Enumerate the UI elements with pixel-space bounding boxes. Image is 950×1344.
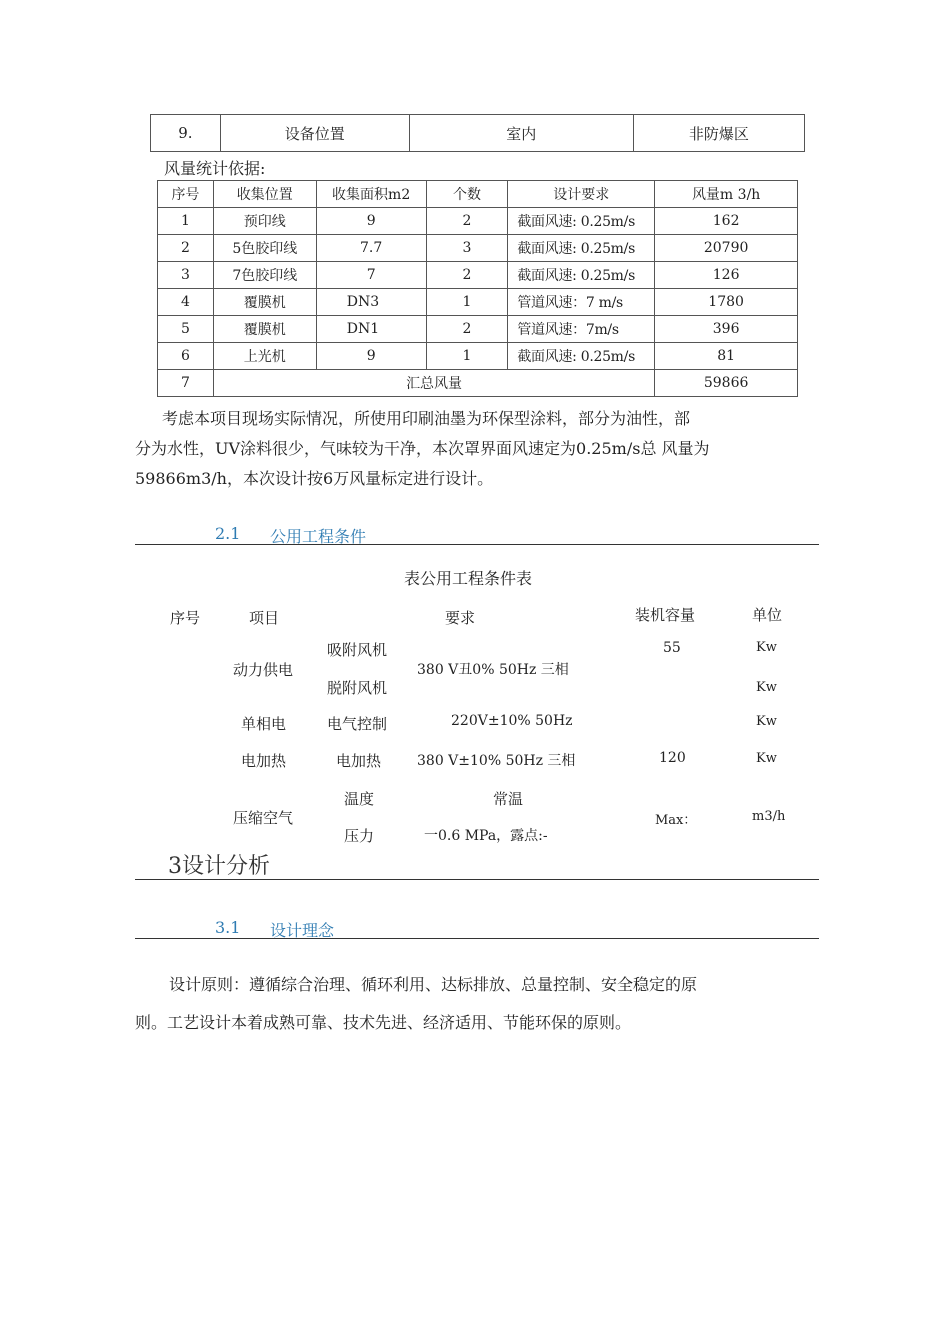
header-cell: 个数 [426,181,508,208]
table-row [151,115,805,152]
table-cell: Max： [655,813,697,828]
total-label: 汇总风量 [213,370,654,397]
header-cell: 设计要求 [508,181,655,208]
table-cell: 电加热 [241,752,287,770]
section-title: 设计理念 [270,921,335,940]
table-cell: 压力 [344,827,375,845]
table-cell: 20790 [655,235,798,262]
table-cell: 162 [655,208,798,235]
table-cell: 截面风速: 0.25m/s [508,208,655,235]
table-cell: 管道风速：7m/s [508,316,655,343]
table-cell: 截面风速: 0.25m/s [508,343,655,370]
header-cell: 单位 [752,606,783,624]
table-cell: 1 [158,208,214,235]
section-number: 2.1 [215,524,241,543]
header-cell: 收集面积m2 [316,181,426,208]
table-cell: 电加热 [336,752,382,770]
table-cell: 管道风速：7 m/s [508,289,655,316]
table-cell: 7色胶印线 [213,262,316,289]
table-cell: Kw [756,751,777,766]
paragraph-line: 分为水性，UV涂料很少，气味较为干净，本次罩界面风速定为0.25m/s总 风量为 [135,439,710,458]
header-cell: 序号 [170,609,201,627]
table-cell: 脱附风机 [327,679,388,697]
paragraph [135,966,805,1042]
header-cell: 要求 [445,609,476,627]
table-cell: 2 [426,316,508,343]
table-cell: 3 [426,235,508,262]
table-cell: 1 [426,343,508,370]
table-cell: 截面风速: 0.25m/s [508,235,655,262]
table-cell: 预印线 [213,208,316,235]
table-cell: 2 [426,262,508,289]
table-cell: 120 [659,750,686,766]
table-cell: 2 [158,235,214,262]
table-cell: 9 [316,343,426,370]
table-cell: 覆膜机 [213,289,316,316]
table-cell: 220V±10% 50Hz [451,713,573,729]
table-cell: DN1 [316,316,426,343]
table-cell: 7 [158,370,214,397]
table-row [158,316,798,343]
table-cell: 55 [663,640,681,656]
section-heading-3 [135,849,819,880]
section-title: 3设计分析 [168,854,270,879]
table-cell: 截面风速: 0.25m/s [508,262,655,289]
table-cell: 设备位置 [220,115,409,152]
table-cell: 1780 [655,289,798,316]
table-row [158,343,798,370]
table-cell: 上光机 [213,343,316,370]
table-cell: 1 [426,289,508,316]
table-cell: 7 [316,262,426,289]
table-caption: 表公用工程条件表 [404,569,533,588]
header-cell: 装机容量 [635,606,696,624]
header-cell: 序号 [158,181,214,208]
table-cell: 非防爆区 [633,115,804,152]
table-cell: 7.7 [316,235,426,262]
table-cell: 覆膜机 [213,316,316,343]
table-total-row [158,370,798,397]
table-cell: DN3 [316,289,426,316]
paragraph [135,405,805,492]
table-cell: 6 [158,343,214,370]
table-row [158,208,798,235]
table-cell: 9. [151,115,221,152]
table-cell: Kw [756,680,777,695]
header-cell: 风量m 3/h [655,181,798,208]
table-cell: 动力供电 [233,661,294,679]
table-row [158,235,798,262]
section-title: 公用工程条件 [270,527,367,546]
paragraph-line: 则。工艺设计本着成熟可靠、技术先进、经济适用、节能环保的原则。 [135,1013,632,1032]
header-cell: 收集位置 [213,181,316,208]
table-cell: 单相电 [241,715,287,733]
table-cell: 4 [158,289,214,316]
paragraph-line: 59866m3/h，本次设计按6万风量标定进行设计。 [135,469,494,488]
location-table [150,114,805,152]
table-cell: 5色胶印线 [213,235,316,262]
table-cell: Kw [756,640,777,655]
table-cell: 室内 [409,115,633,152]
section-heading-3-1 [135,918,819,939]
table-cell: 380 V丑0% 50Hz 三相 [417,662,569,678]
table-cell: 温度 [344,790,375,808]
table-cell: 380 V±10% 50Hz 三相 [417,753,576,769]
table-cell: 常温 [493,790,524,808]
table-cell: 2 [426,208,508,235]
section-heading-2-1 [135,524,819,545]
table-cell: 吸附风机 [327,641,388,659]
paragraph-line: 设计原则：遵循综合治理、循环利用、达标排放、总量控制、安全稳定的原 [169,975,698,994]
table-row [158,262,798,289]
paragraph-line: 考虑本项目现场实际情况，所使用印刷油墨为环保型涂料，部分为油性，部 [162,409,691,428]
table-header-row [158,181,798,208]
table-cell: 9 [316,208,426,235]
table-cell: 81 [655,343,798,370]
table-cell: m3/h [752,809,786,824]
table-cell: Kw [756,714,777,729]
table-cell: 396 [655,316,798,343]
air-basis-label: 风量统计依据: [164,159,266,178]
table-cell: 5 [158,316,214,343]
section-number: 3.1 [215,918,241,937]
table-row [158,289,798,316]
table-cell: 126 [655,262,798,289]
total-value: 59866 [655,370,798,397]
table-cell: 3 [158,262,214,289]
table-cell: 一0.6 MPa，露点:- [424,828,548,844]
header-cell: 项目 [249,609,280,627]
table-cell: 压缩空气 [233,809,294,827]
table-cell: 电气控制 [327,715,388,733]
air-volume-table [157,180,798,397]
